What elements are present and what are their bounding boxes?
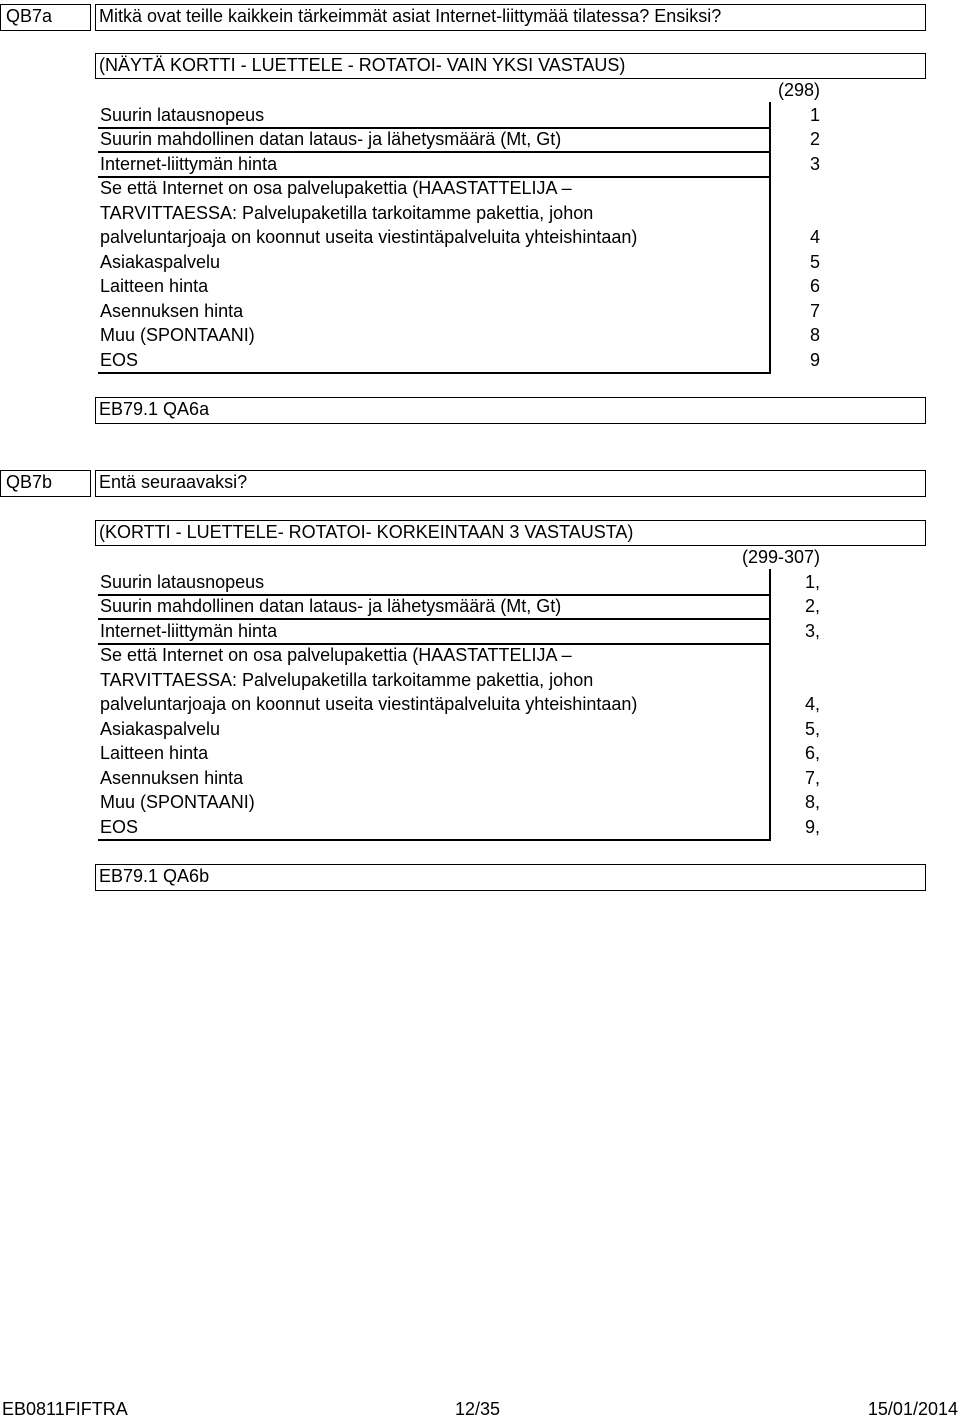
footer-date: 15/01/2014 bbox=[867, 1399, 958, 1419]
option-label: Suurin mahdollinen datan lataus- ja lähetysmäärä (Mt, Gt) bbox=[100, 129, 562, 149]
option-label: EOS bbox=[100, 817, 139, 837]
option-label: Internet-liittymän hinta bbox=[100, 621, 278, 641]
source-reference-box bbox=[95, 864, 926, 891]
option-label: Internet-liittymän hinta bbox=[100, 154, 278, 174]
footer-document-id: EB0811FIFTRA bbox=[2, 1399, 128, 1419]
instruction-text: (NÄYTÄ KORTTI - LUETTELE - ROTATOI- VAIN YKSI VASTAUS) bbox=[99, 55, 626, 75]
instruction-box bbox=[95, 520, 926, 546]
option-label: Laitteen hinta bbox=[100, 276, 209, 296]
question-code-box bbox=[0, 470, 91, 497]
option-label: Asennuksen hinta bbox=[100, 301, 244, 321]
option-code: 6, bbox=[804, 743, 820, 763]
option-code: 2 bbox=[809, 129, 820, 149]
option-code: 7 bbox=[809, 301, 820, 321]
question-text-box bbox=[95, 470, 926, 497]
option-label: EOS bbox=[100, 350, 139, 370]
option-label: TARVITTAESSA: Palvelupaketilla tarkoitamme pakettia, johon bbox=[100, 670, 594, 690]
option-code: 8, bbox=[804, 792, 820, 812]
option-label: Muu (SPONTAANI) bbox=[100, 325, 255, 345]
option-code: 4, bbox=[804, 694, 820, 714]
option-label: palveluntarjoaja on koonnut useita viestintäpalveluita yhteishintaan) bbox=[100, 694, 638, 714]
instruction-text: (KORTTI - LUETTELE- ROTATOI- KORKEINTAAN 3 VASTAUSTA) bbox=[99, 522, 634, 542]
option-code: 4 bbox=[809, 227, 820, 247]
option-code: 2, bbox=[804, 596, 820, 616]
option-rule bbox=[98, 372, 770, 374]
footer-page-number: 12/35 bbox=[455, 1399, 501, 1419]
question-text: Entä seuraavaksi? bbox=[99, 472, 248, 492]
source-reference-box bbox=[95, 397, 926, 424]
option-label: Se että Internet on osa palvelupakettia (HAASTATTELIJA – bbox=[100, 178, 572, 198]
source-reference: EB79.1 QA6b bbox=[99, 866, 210, 886]
question-text: Mitkä ovat teille kaikkein tärkeimmät asiat Internet-liittymää tilatessa? Ensiksi? bbox=[99, 6, 722, 26]
option-label: TARVITTAESSA: Palvelupaketilla tarkoitamme pakettia, johon bbox=[100, 203, 594, 223]
source-reference: EB79.1 QA6a bbox=[99, 399, 210, 419]
option-label: Asiakaspalvelu bbox=[100, 252, 221, 272]
option-code: 7, bbox=[804, 768, 820, 788]
option-label: Suurin latausnopeus bbox=[100, 572, 265, 592]
variable-range: (299-307) bbox=[741, 547, 820, 567]
option-label: Muu (SPONTAANI) bbox=[100, 792, 255, 812]
option-code: 5 bbox=[809, 252, 820, 272]
option-rule bbox=[98, 839, 770, 841]
option-label: palveluntarjoaja on koonnut useita viestintäpalveluita yhteishintaan) bbox=[100, 227, 638, 247]
option-code: 3, bbox=[804, 621, 820, 641]
option-code: 8 bbox=[809, 325, 820, 345]
question-text-box bbox=[95, 4, 926, 31]
question-code: QB7b bbox=[6, 472, 53, 492]
instruction-box bbox=[95, 53, 926, 79]
option-label: Se että Internet on osa palvelupakettia (HAASTATTELIJA – bbox=[100, 645, 572, 665]
option-code: 5, bbox=[804, 719, 820, 739]
option-code: 1 bbox=[809, 105, 820, 125]
option-label: Suurin mahdollinen datan lataus- ja lähetysmäärä (Mt, Gt) bbox=[100, 596, 562, 616]
question-code-box bbox=[0, 4, 91, 31]
question-code: QB7a bbox=[6, 6, 53, 26]
option-label: Asiakaspalvelu bbox=[100, 719, 221, 739]
option-code: 9 bbox=[809, 350, 820, 370]
option-label: Laitteen hinta bbox=[100, 743, 209, 763]
option-code: 9, bbox=[804, 817, 820, 837]
option-code: 1, bbox=[804, 572, 820, 592]
variable-range: (298) bbox=[777, 80, 820, 100]
option-label: Suurin latausnopeus bbox=[100, 105, 265, 125]
option-code: 3 bbox=[809, 154, 820, 174]
option-code: 6 bbox=[809, 276, 820, 296]
option-label: Asennuksen hinta bbox=[100, 768, 244, 788]
